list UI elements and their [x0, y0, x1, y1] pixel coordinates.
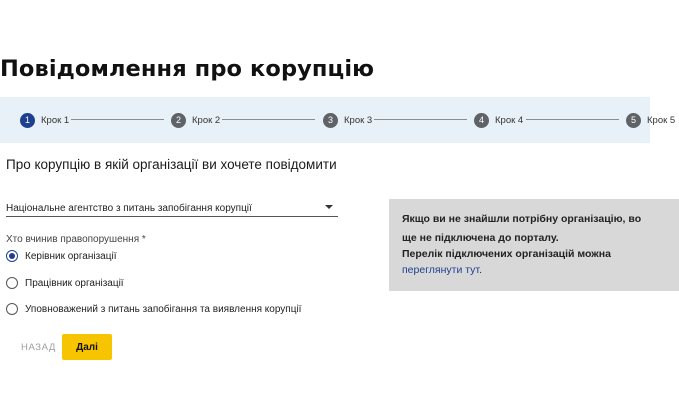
step-connector — [374, 119, 467, 120]
info-text-line: ще не підключена до порталу. — [402, 232, 559, 244]
radio-option-employee[interactable] — [6, 277, 124, 289]
step-4-label: Крок 4 — [495, 114, 524, 126]
step-connector — [71, 119, 164, 120]
radio-option-label: Працівник організації — [25, 277, 124, 289]
step-5-label: Крок 5 — [647, 114, 676, 126]
dropdown-arrow-icon — [325, 205, 333, 209]
organization-select-value: Національне агентство з питань запобігання корупції — [6, 203, 252, 214]
info-box — [389, 199, 679, 291]
step-3-number: 3 — [323, 113, 338, 128]
radio-option-head[interactable] — [6, 250, 116, 262]
step-1[interactable] — [20, 112, 69, 128]
step-connector — [222, 119, 315, 120]
organizations-list-link[interactable]: переглянути тут — [402, 264, 480, 276]
page-title: Повідомлення про корупцію — [0, 56, 375, 82]
step-3-label: Крок 3 — [344, 114, 373, 126]
radio-option-label: Керівник організації — [25, 250, 117, 262]
step-5[interactable] — [626, 112, 675, 128]
radio-option-label: Уповноважений з питань запобігання та виявлення корупції — [25, 303, 302, 315]
organization-question: Про корупцію в якій організації ви хочете повідомити — [6, 157, 337, 172]
step-connector — [526, 119, 619, 120]
step-2-number: 2 — [171, 113, 186, 128]
radio-checked-icon[interactable] — [6, 250, 18, 262]
radio-unchecked-icon[interactable] — [6, 277, 18, 289]
organization-select[interactable] — [6, 199, 338, 217]
back-button[interactable]: НАЗАД — [21, 342, 56, 353]
radio-unchecked-icon[interactable] — [6, 303, 18, 315]
step-3[interactable] — [323, 112, 372, 128]
step-1-label: Крок 1 — [41, 114, 70, 126]
info-link-suffix: . — [479, 264, 483, 276]
info-text-line: Перелік підключених організацій можна — [402, 248, 611, 260]
step-2-label: Крок 2 — [192, 114, 221, 126]
step-5-number: 5 — [626, 113, 641, 128]
next-button[interactable]: Далі — [62, 334, 112, 360]
step-4-number: 4 — [474, 113, 489, 128]
step-4[interactable] — [474, 112, 523, 128]
info-text-line: Якщо ви не знайшли потрібну організацію, во — [402, 213, 642, 225]
perpetrator-label: Хто вчинив правопорушення * — [6, 234, 146, 245]
radio-option-commissioner[interactable] — [6, 303, 301, 315]
step-2[interactable] — [171, 112, 220, 128]
step-1-number: 1 — [20, 113, 35, 128]
progress-stepper — [0, 97, 676, 143]
